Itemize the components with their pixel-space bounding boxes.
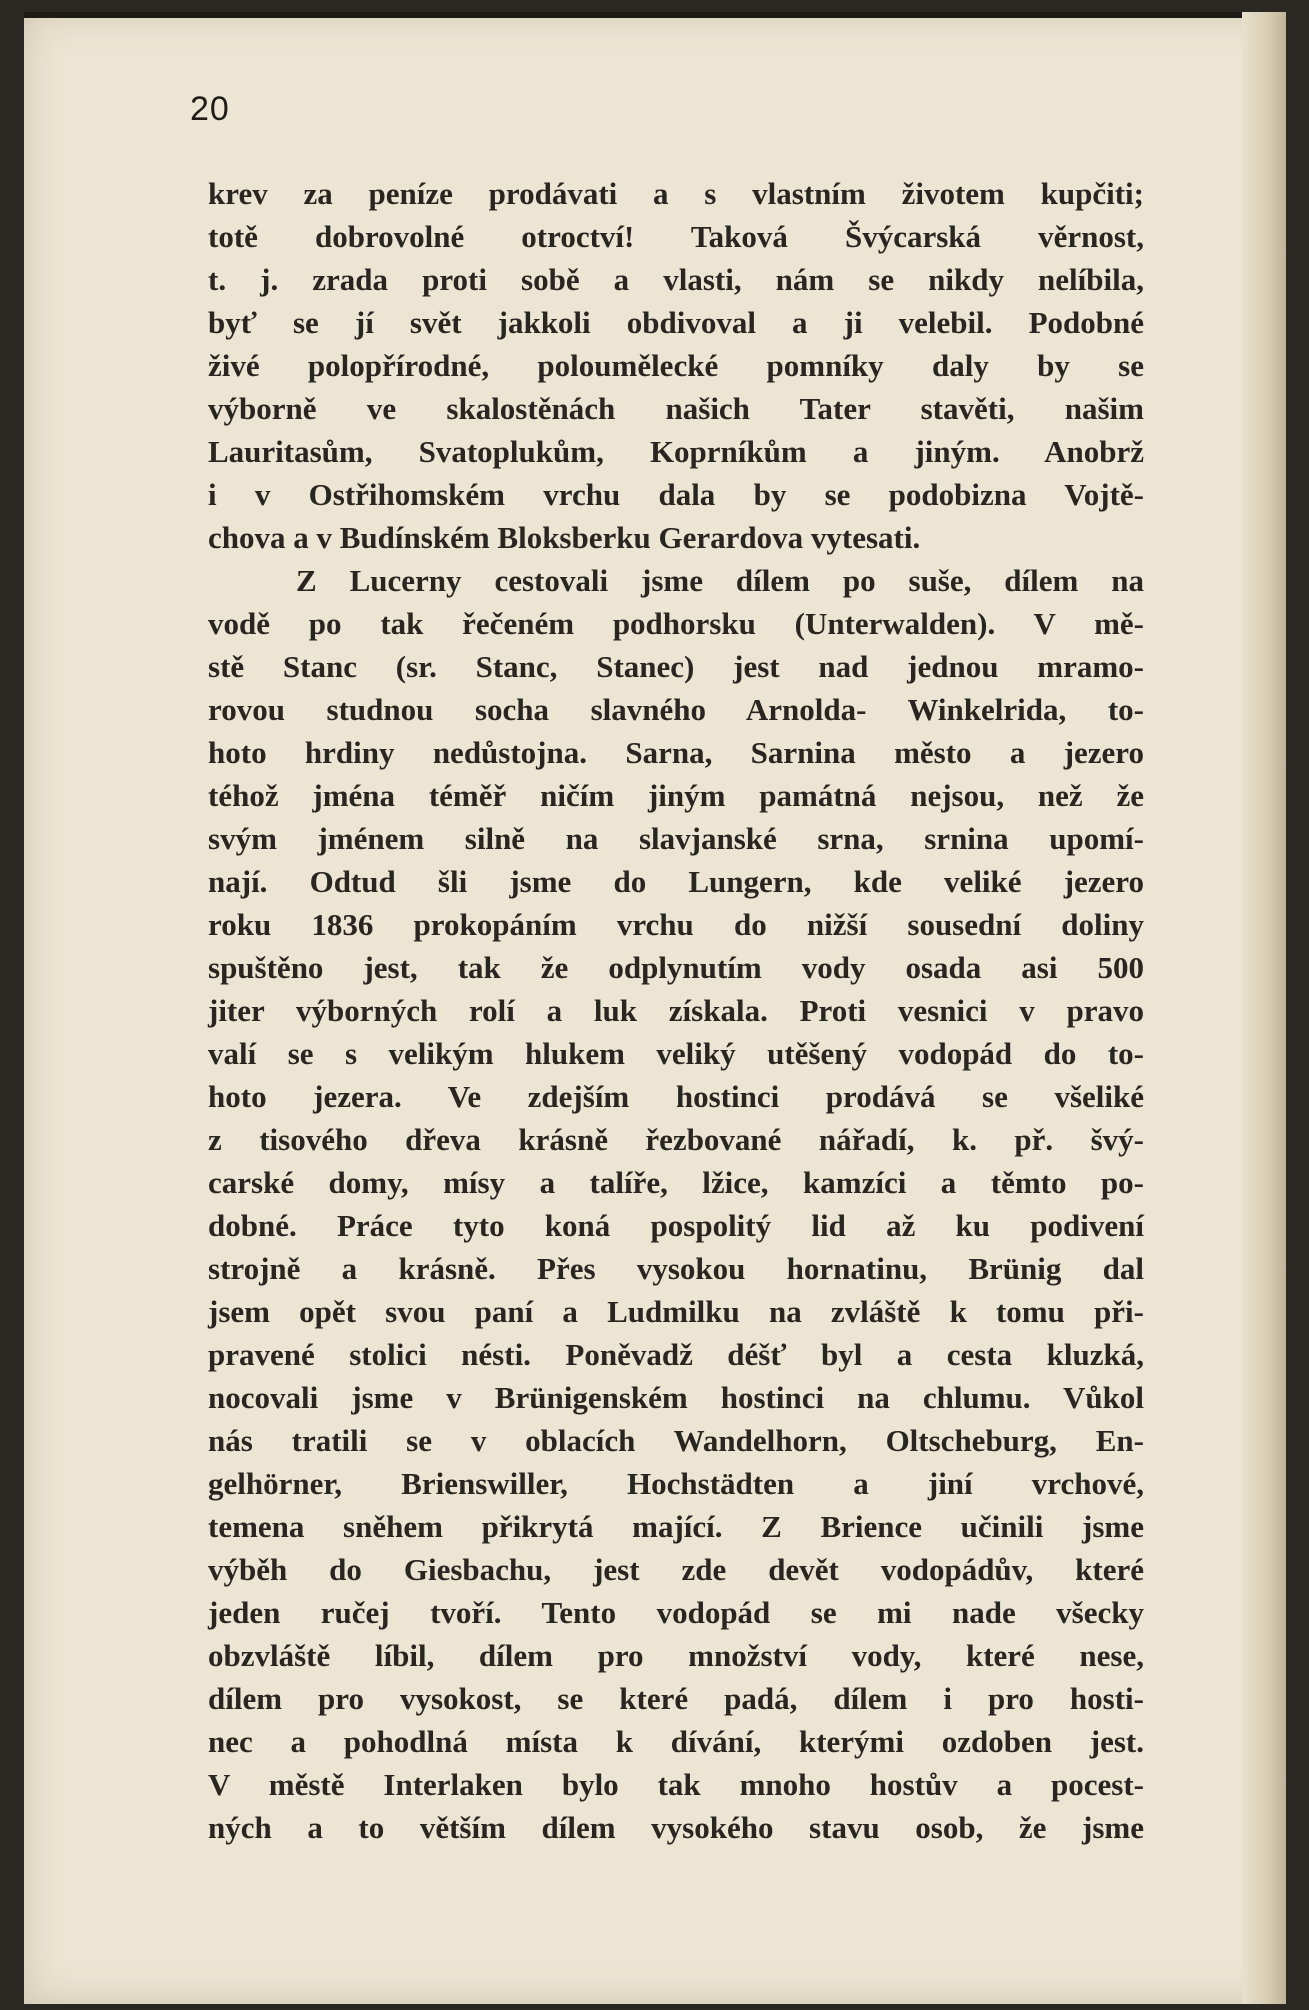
text-line: nají. Odtud šli jsme do Lungern, kde veliké jezero: [208, 864, 1144, 899]
text-line: jeden ručej tvoří. Tento vodopád se mi nade všecky: [208, 1595, 1144, 1630]
text-line: jiter výborných rolí a luk získala. Proti vesnici v pravo: [208, 993, 1144, 1028]
text-line: nocovali jsme v Brünigenském hostinci na chlumu. Vůkol: [208, 1380, 1144, 1415]
text-line: ných a to větším dílem vysokého stavu osob, že jsme: [208, 1810, 1144, 1845]
text-line: svým jménem silně na slavjanské srna, srnina upomí-: [208, 821, 1144, 856]
text-line: krev za peníze prodávati a s vlastním životem kupčiti;: [208, 176, 1144, 211]
text-line: téhož jména téměř ničím jiným památná nejsou, než že: [208, 778, 1144, 813]
text-line: pravené stolici nésti. Poněvadž déšť byl a cesta kluzká,: [208, 1337, 1144, 1372]
text-line: carské domy, mísy a talíře, lžice, kamzíci a těmto po-: [208, 1165, 1144, 1200]
text-line: stě Stanc (sr. Stanc, Stanec) jest nad jednou mramo-: [208, 649, 1144, 684]
text-line: dílem pro vysokost, se které padá, dílem i pro hosti-: [208, 1681, 1144, 1716]
text-line: strojně a krásně. Přes vysokou hornatinu, Brünig dal: [208, 1251, 1144, 1286]
text-line: temena sněhem přikrytá mající. Z Brience učinili jsme: [208, 1509, 1144, 1544]
text-line: výborně ve skalostěnách našich Tater stavěti, našim: [208, 391, 1144, 426]
text-line: V městě Interlaken bylo tak mnoho hostův a pocest-: [208, 1767, 1144, 1802]
text-line: spuštěno jest, tak že odplynutím vody osada asi 500: [208, 950, 1144, 985]
text-line: rovou studnou socha slavného Arnolda- Winkelrida, to-: [208, 692, 1144, 727]
text-line: nás tratili se v oblacích Wandelhorn, Oltscheburg, En-: [208, 1423, 1144, 1458]
text-line: dobné. Práce tyto koná pospolitý lid až ku podivení: [208, 1208, 1144, 1243]
page-number: 20: [190, 90, 230, 128]
page-top-edge: [24, 12, 1286, 18]
text-line: Lauritasům, Svatoplukům, Koprníkům a jiným. Anobrž: [208, 434, 1144, 469]
text-line: vodě po tak řečeném podhorsku (Unterwalden). V mě-: [208, 606, 1144, 641]
body-text: [208, 172, 1144, 1849]
text-line: valí se s velikým hlukem veliký utěšený vodopád do to-: [208, 1036, 1144, 1071]
text-line: živé polopřírodné, poloumělecké pomníky daly by se: [208, 348, 1144, 383]
paragraph-start-line: Z Lucerny cestovali jsme dílem po suše, dílem na: [296, 563, 1144, 598]
text-line: t. j. zrada proti sobě a vlasti, nám se nikdy nelíbila,: [208, 262, 1144, 297]
text-line: výběh do Giesbachu, jest zde devět vodopádův, které: [208, 1552, 1144, 1587]
text-line: roku 1836 prokopáním vrchu do nižší sousední doliny: [208, 907, 1144, 942]
text-line: nec a pohodlná místa k dívání, kterými ozdoben jest.: [208, 1724, 1144, 1759]
text-line: jsem opět svou paní a Ludmilku na zvláště k tomu při-: [208, 1294, 1144, 1329]
text-line: obzvláště líbil, dílem pro množství vody, které nese,: [208, 1638, 1144, 1673]
text-line: totě dobrovolné otroctví! Taková Švýcarská věrnost,: [208, 219, 1144, 254]
page-gutter: [1242, 12, 1286, 2004]
text-line: byť se jí svět jakkoli obdivoval a ji velebil. Podobné: [208, 305, 1144, 340]
text-line: gelhörner, Brienswiller, Hochstädten a jiní vrchové,: [208, 1466, 1144, 1501]
text-line: z tisového dřeva krásně řezbované nářadí, k. př. švý-: [208, 1122, 1144, 1157]
text-line: chova a v Budínském Bloksberku Gerardova vytesati.: [208, 520, 921, 555]
text-line: i v Ostřihomském vrchu dala by se podobizna Vojtě-: [208, 477, 1144, 512]
text-line: hoto hrdiny nedůstojna. Sarna, Sarnina město a jezero: [208, 735, 1144, 770]
text-line: hoto jezera. Ve zdejším hostinci prodává se všeliké: [208, 1079, 1144, 1114]
